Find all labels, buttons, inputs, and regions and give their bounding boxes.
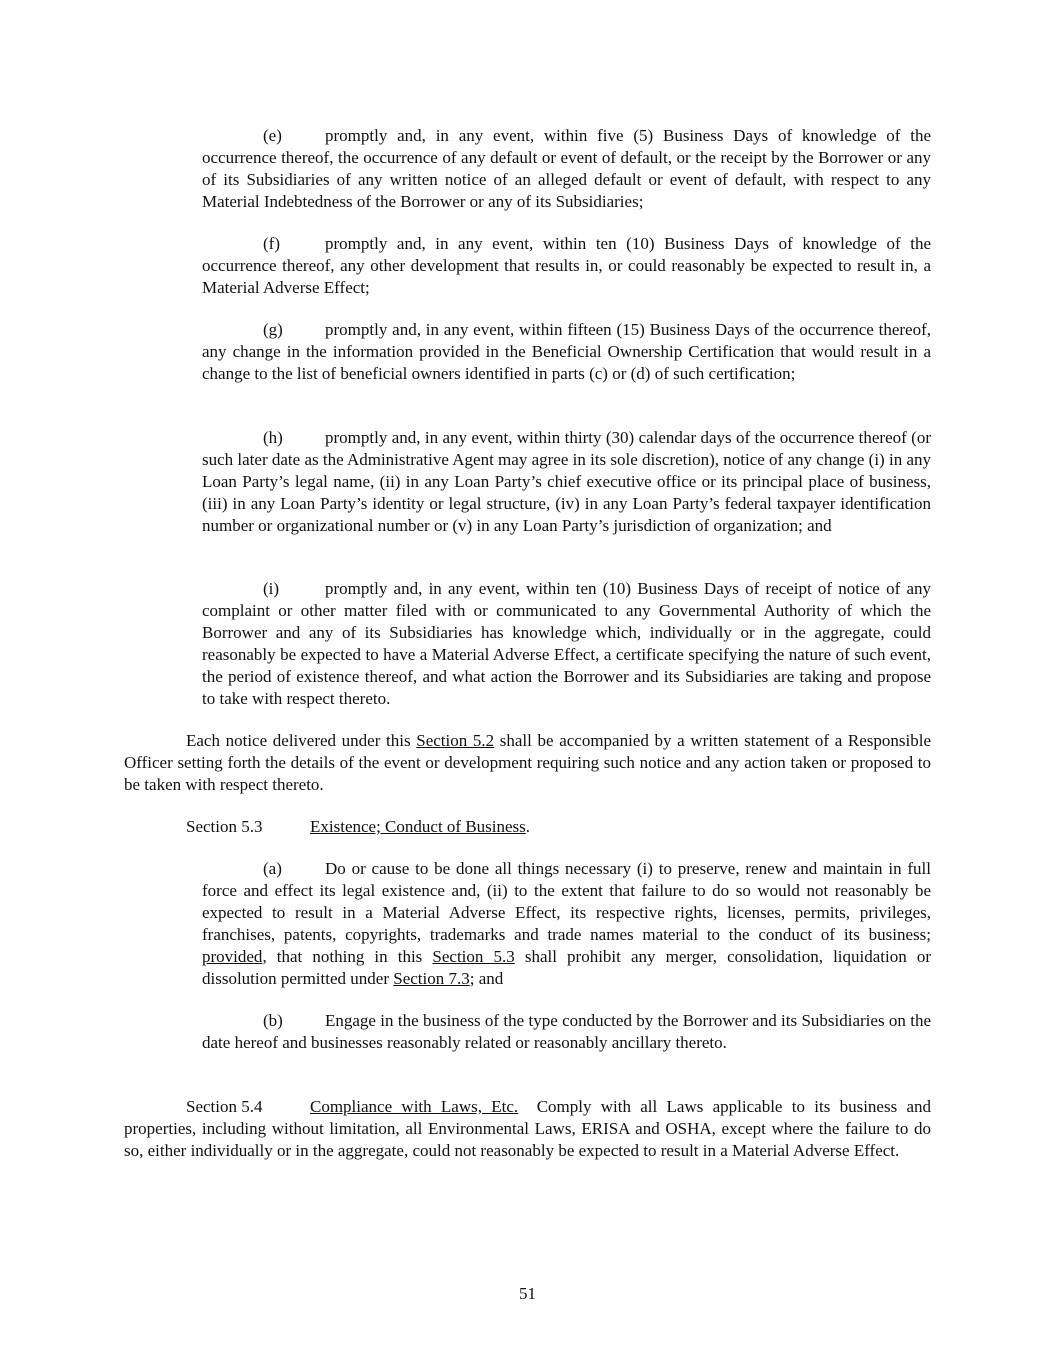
section-reference: Section 7.3 (393, 969, 470, 988)
clause-text: ; and (469, 969, 504, 988)
section-title-end: . (525, 817, 531, 836)
clause-5-3-b (202, 1010, 931, 1054)
clause-g (202, 319, 931, 385)
clause-h (202, 427, 931, 537)
section-label: Section 5.4 (186, 1097, 263, 1116)
clause-text: shall prohibit any merger, consolidation, liquidation or dissolution permitted under (202, 947, 931, 988)
clause-5-3-a (202, 858, 931, 990)
clause-text: promptly and, in any event, within ten (10) Business Days of knowledge of the occurrence thereof, any other development that results in, or could reasonably be expected to result in, a Material Adverse Effect; (202, 234, 931, 297)
clause-e (202, 125, 931, 213)
section-title: Existence; Conduct of Business (310, 817, 526, 836)
clause-text: promptly and, in any event, within thirty (30) calendar days of the occurrence thereof (or such later date as the Administrative Agent may agree in its sole discretion), notice of any change (i) in any Loan Party’s legal name, (ii) in any Loan Party’s chief executive office or its principal place of business, (iii) in any Loan Party’s identity or legal structure, (iv) in any Loan Party’s federal taxpayer identification number or organizational number or (v) in any Loan Party’s jurisdiction of organization; and (202, 428, 931, 535)
page-number: 51 (519, 1284, 536, 1303)
clause-i (202, 578, 931, 710)
section-5-4 (124, 1096, 936, 1162)
clause-text: , that nothing in this (262, 947, 433, 966)
clause-label: (e) (263, 126, 282, 145)
clause-label: (f) (263, 234, 280, 253)
section-text: Comply with all Laws applicable to its business and properties, including without limitation, all Environmental Laws, ERISA and OSHA, except where the failure to do so, either individually or in the aggregate, could not reasonably be expected to result in a Material Adverse Effect. (124, 1097, 936, 1160)
clause-text: promptly and, in any event, within fifteen (15) Business Days of the occurrence thereof, any change in the information provided in the Beneficial Ownership Certification that would result in a change to the list of beneficial owners identified in parts (c) or (d) of such certification; (202, 320, 931, 383)
clause-label: (h) (263, 428, 283, 447)
notice-text-after: shall be accompanied by a written statement of a Responsible Officer setting forth the details of the event or development requiring such notice and any action taken or proposed to be taken with respect thereto. (124, 731, 932, 794)
provided-term: provided (202, 947, 263, 966)
clause-f (202, 233, 931, 299)
clause-text: Engage in the business of the type conducted by the Borrower and its Subsidiaries on the date hereof and businesses reasonably related or reasonably ancillary thereto. (202, 1011, 931, 1052)
clause-text: promptly and, in any event, within five (5) Business Days of knowledge of the occurrence thereof, the occurrence of any default or event of default, or the receipt by the Borrower or any of its Subsidiaries of any written notice of an alleged default or event of default, with respect to any Material Indebtedness of the Borrower or any of its Subsidiaries; (202, 126, 931, 211)
clause-label: (i) (263, 579, 280, 598)
section-5-3-heading (124, 816, 931, 838)
clause-label: (a) (263, 859, 282, 878)
section-label: Section 5.3 (186, 817, 263, 836)
notice-text-before: Each notice delivered under this (186, 731, 417, 750)
clause-label: (b) (263, 1011, 283, 1030)
section-title: Compliance with Laws, Etc. (310, 1097, 519, 1116)
clause-label: (g) (263, 320, 283, 339)
section-reference: Section 5.2 (416, 731, 495, 750)
notice-paragraph (124, 730, 931, 796)
clause-text: promptly and, in any event, within ten (10) Business Days of receipt of notice of any complaint or other matter filed with or communicated to any Governmental Authority of which the Borrower and any of its Subsidiaries has knowledge which, individually or in the aggregate, could reasonably be expected to have a Material Adverse Effect, a certificate specifying the nature of such event, the period of existence thereof, and what action the Borrower and its Subsidiaries are taking and propose to take with respect thereto. (202, 579, 931, 708)
clause-text: Do or cause to be done all things necessary (i) to preserve, renew and maintain in full force and effect its legal existence and, (ii) to the extent that failure to do so would not reasonably be expected to result in a Material Adverse Effect, its respective rights, licenses, permits, privileges, franchises, patents, copyrights, trademarks and trade names material to the conduct of its business; (202, 859, 931, 944)
section-reference: Section 5.3 (432, 947, 515, 966)
